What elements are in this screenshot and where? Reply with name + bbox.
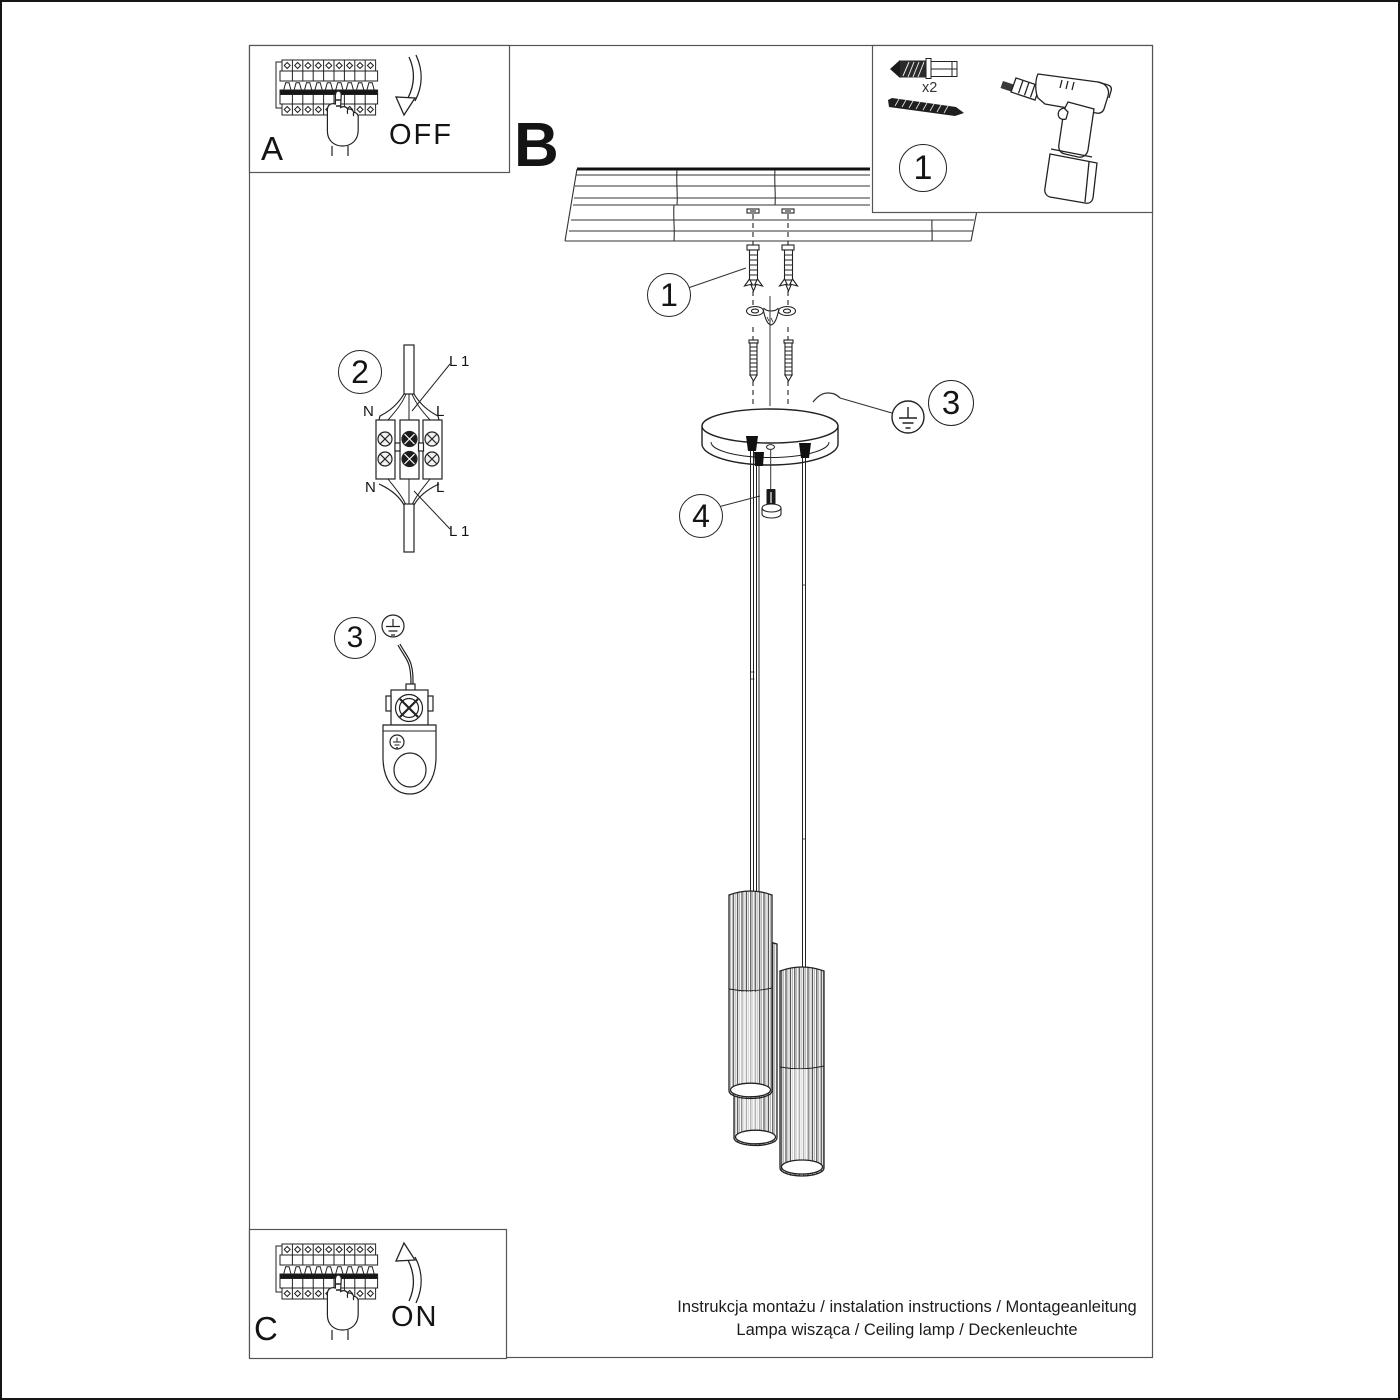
callout-step1-number: 1	[660, 276, 678, 313]
callout-step3-right-number: 3	[941, 384, 961, 421]
callout-step2-number: 2	[351, 353, 369, 390]
pendant-lamp-left	[729, 891, 772, 1099]
panel-a-label: A	[261, 130, 284, 167]
callout-tools-step	[899, 144, 947, 192]
wire-label-live-top: L	[436, 403, 445, 420]
wire-label-neutral-top: N	[363, 403, 374, 420]
wire-label-neutral-bottom: N	[365, 479, 376, 496]
anchor-quantity-label: x2	[922, 80, 938, 96]
wall-plug-icon	[890, 59, 957, 79]
callout-step1	[647, 273, 691, 317]
wire-label-line1-bottom: L 1	[449, 523, 470, 540]
footer-line-1: Instrukcja montażu / instalation instructions / Montageanleitung	[677, 1298, 1137, 1316]
main-frame	[250, 46, 1153, 1358]
diagram-linework	[2, 2, 1400, 1400]
panel-a-action-label: OFF	[389, 119, 453, 151]
callout-step3-left	[334, 617, 376, 659]
wire-label-line1-top: L 1	[449, 353, 470, 370]
panel-c-label: C	[254, 1310, 278, 1347]
footer-line-2: Lampa wisząca / Ceiling lamp / Deckenleuchte	[736, 1321, 1078, 1339]
callout-tools-step-number: 1	[913, 148, 933, 187]
callout-step3-left-number: 3	[346, 621, 364, 654]
pendant-lamp-right	[780, 967, 824, 1176]
ground-terminal-diagram	[382, 615, 436, 794]
callout-step4	[679, 494, 723, 538]
callout-step4-number: 4	[692, 497, 710, 534]
panel-c-action-label: ON	[391, 1301, 439, 1333]
callout-step3-right	[928, 380, 974, 426]
item4-screw	[762, 489, 781, 518]
step1-leader-line	[688, 268, 746, 288]
terminal-block-diagram	[376, 345, 450, 552]
footer-text	[652, 1296, 1162, 1342]
mounting-bracket	[747, 307, 796, 326]
canopy	[702, 409, 838, 466]
ground-wire	[813, 393, 892, 413]
mounting-screws-step1	[745, 209, 798, 307]
canopy-screws	[749, 327, 793, 406]
callout-step2	[338, 350, 382, 394]
ground-symbol-icon	[892, 401, 924, 433]
wire-label-live-bottom: L	[436, 479, 445, 496]
panel-b-label: B	[514, 111, 559, 180]
